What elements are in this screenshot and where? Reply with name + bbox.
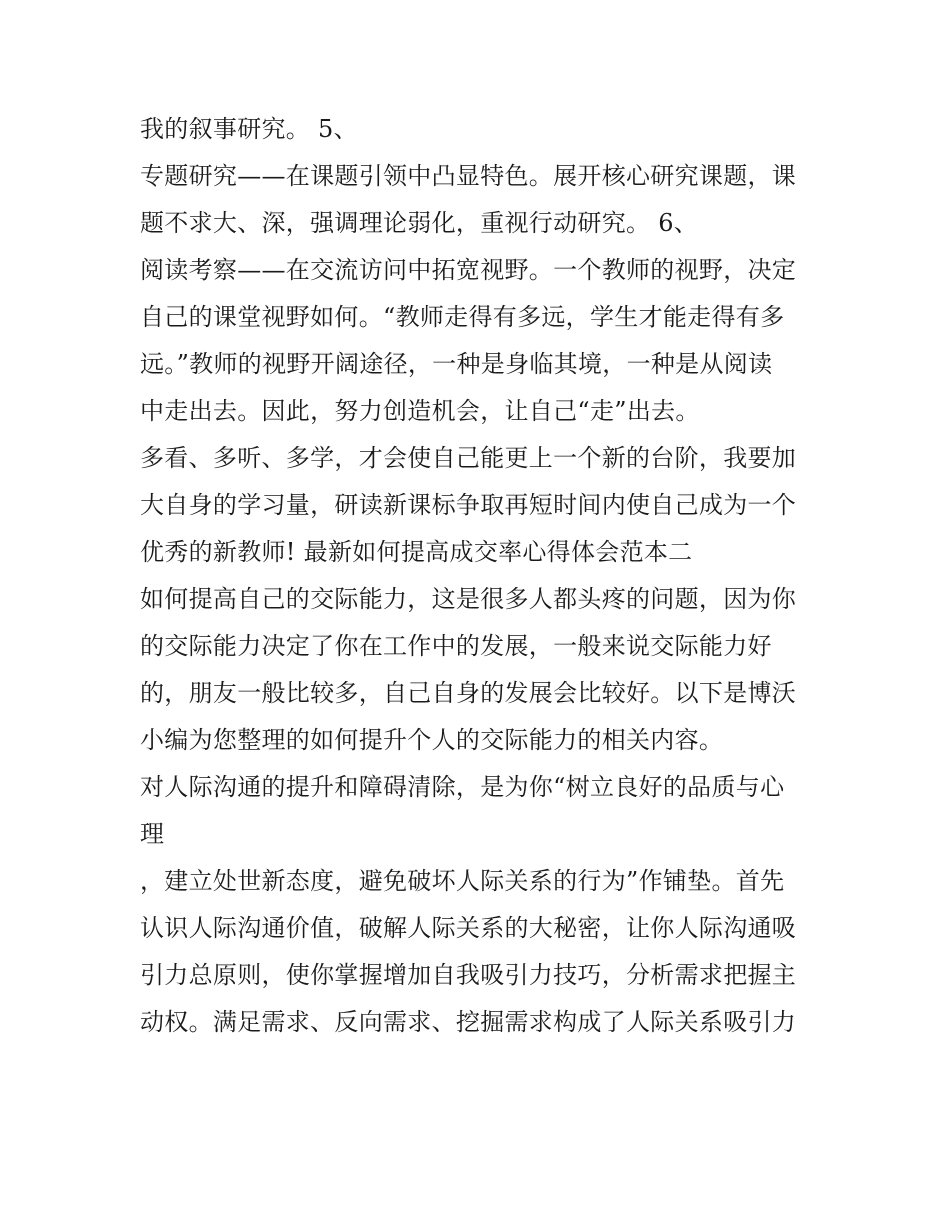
text-line: 中走出去。因此，努力创造机会，让自己“走”出去。 [140,397,700,425]
text-line: 专题研究——在课题引领中凸显特色。展开核心研究课题，课 [140,162,797,190]
text-line: 对人际沟通的提升和障碍清除，是为你“树立良好的品质与心 [140,773,785,801]
text-line: 动权。满足需求、反向需求、挖掘需求构成了人际关系吸引力 [140,1008,797,1036]
text-line: 的，朋友一般比较多，自己自身的发展会比较好。以下是博沃 [140,679,797,707]
text-line: 题不求大、深，强调理论弱化，重视行动研究。 6、 [140,209,699,237]
text-line: 大自身的学习量，研读新课标争取再短时间内使自己成为一个 [140,491,797,519]
document-body [140,106,820,1046]
text-line: 引力总原则，使你掌握增加自我吸引力技巧，分析需求把握主 [140,961,797,989]
text-line: 阅读考察——在交流访问中拓宽视野。一个教师的视野，决定 [140,256,797,284]
text-line: 的交际能力决定了你在工作中的发展，一般来说交际能力好 [140,632,772,660]
text-line: 自己的课堂视野如何。“教师走得有多远，学生才能走得有多 [140,303,785,331]
text-line: ，建立处世新态度，避免破坏人际关系的行为”作铺垫。首先 [140,867,785,895]
text-line: 理 [140,820,165,848]
text-line: 我的叙事研究。 5、 [140,115,358,143]
text-line: 如何提高自己的交际能力，这是很多人都头疼的问题，因为你 [140,585,797,613]
text-line: 优秀的新教师! 最新如何提高成交率心得体会范本二 [140,538,693,566]
text-line: 认识人际沟通价值，破解人际关系的大秘密，让你人际沟通吸 [140,914,797,942]
text-line: 小编为您整理的如何提升个人的交际能力的相关内容。 [140,726,724,754]
text-line: 多看、多听、多学，才会使自己能更上一个新的台阶，我要加 [140,444,797,472]
text-line: 远。”教师的视野开阔途径，一种是身临其境，一种是从阅读 [140,350,773,378]
